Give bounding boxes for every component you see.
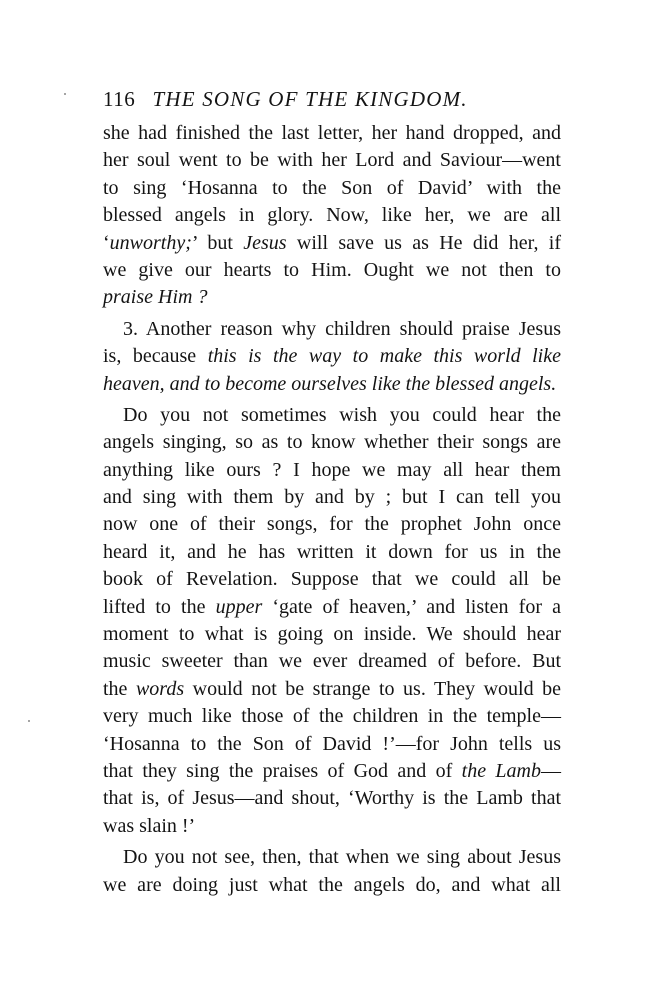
text-line [103,402,561,429]
text-line [103,175,561,202]
text-run: she had finished the last letter, her hand dropped, and [103,122,561,144]
text-run: and sing with them by and by ; but I can tell you [103,486,561,509]
text-run: anything like ours ? I hope we may all hear them [103,458,561,481]
italic-run: the Lamb [461,759,542,782]
italic-run: praise Him ? [103,286,208,309]
running-title: THE SONG OF THE KINGDOM. [152,87,468,111]
text-line [103,147,561,174]
text-line [103,566,561,593]
running-head [103,86,561,112]
text-line [103,316,561,343]
text-line [103,676,561,703]
text-line [103,202,561,229]
book-page [103,86,561,899]
text-line [103,429,561,456]
text-run: ’ but [191,231,244,254]
text-run: moment to what is going on inside. We should hear [103,623,561,646]
text-line [103,758,561,785]
text-run: will save us as He did her, if [286,231,561,254]
text-run: to sing ‘Hosanna to the Son of David’ with the [103,176,561,199]
text-run: ‘Hosanna to the Son of David !’—for John tells us [103,732,561,755]
italic-run: heaven, and to become ourselves like the blessed angels. [103,372,557,395]
text-run: heard it, and he has written it down for us in the [103,540,561,563]
text-line [103,484,561,511]
scan-speck [28,720,30,722]
italic-run: Jesus [243,231,287,254]
paragraph-2 [103,316,561,398]
text-line [103,284,561,311]
text-line [103,371,561,398]
text-run: ‘gate of heaven,’ and listen for a [262,595,562,618]
text-line [103,872,561,899]
text-run: would not be strange to us. They would be [184,677,562,700]
text-line [103,457,561,484]
text-line [103,230,561,257]
text-line [103,539,561,566]
text-run: — [541,759,562,782]
text-run: that they sing the praises of God and of [103,759,462,782]
text-run: Do you not see, then, that when we sing about Jesus [123,846,561,869]
paragraph-3 [103,402,561,840]
text-run: music sweeter than we ever dreamed of before. But [103,650,561,673]
paragraph-1 [103,120,561,312]
text-line [103,703,561,730]
text-line [103,257,561,284]
text-run: book of Revelation. Suppose that we could all be [103,568,561,591]
text-run: blessed angels in glory. Now, like her, we are all [103,204,561,227]
text-run: Do you not sometimes wish you could hear the [123,403,561,426]
text-run: is, because [103,345,208,368]
text-line [103,343,561,370]
text-line [103,844,561,871]
text-run: ‘ [103,231,110,254]
text-line [103,120,561,147]
text-line [103,511,561,538]
text-line [103,594,561,621]
text-run: lifted to the [103,595,216,618]
text-run: that is, of Jesus—and shout, ‘Worthy is the Lamb that [103,787,561,810]
text-line [103,731,561,758]
text-line [103,621,561,648]
text-run: very much like those of the children in the temple— [103,705,561,728]
text-run: 3. Another reason why children should praise Jesus [123,317,561,340]
text-run: angels singing, so as to know whether their songs are [103,431,561,454]
text-run: was slain !’ [103,814,196,837]
text-run: we give our hearts to Him. Ought we not then to [103,258,561,281]
italic-run: words [135,677,185,700]
page-number: 116 [103,87,136,111]
text-line [103,813,561,840]
scan-speck [64,93,66,95]
text-line [103,648,561,675]
text-run: the [103,677,136,700]
paragraph-4 [103,844,561,899]
text-run: we are doing just what the angels do, and what all [103,873,561,896]
text-run: her soul went to be with her Lord and Saviour—went [103,149,561,172]
text-run: now one of their songs, for the prophet John once [103,513,561,536]
italic-run: unworthy; [109,231,192,254]
italic-run: upper [215,595,263,618]
italic-run: this is the way to make this world like [207,345,561,368]
text-line [103,785,561,812]
